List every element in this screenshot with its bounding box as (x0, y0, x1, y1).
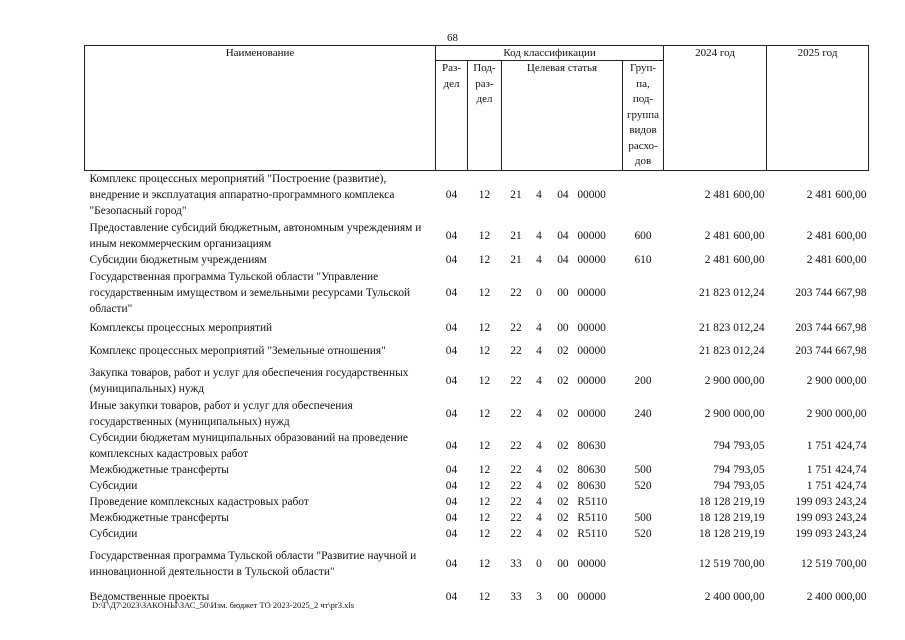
target-article-part: 4 (536, 464, 542, 476)
row-amount-2024: 18 128 219,19 (699, 512, 765, 524)
row-name: Государственная программа Тульской области "Развитие научной и инновационной деятельности в Тульской области" (89, 550, 417, 578)
row-target-article (502, 430, 623, 462)
row-target-article (502, 170, 623, 220)
row-name: Межбюджетные трансферты (89, 464, 229, 476)
target-article-part: 22 (510, 375, 522, 387)
row-name: Иные закупки товаров, работ и услуг для обеспечения государственных (муниципальных) нужд (89, 400, 353, 428)
row-razdel: 04 (445, 512, 458, 524)
target-article-part: 04 (557, 230, 569, 242)
row-name: Субсидии (89, 528, 138, 540)
row-podrazdel: 12 (478, 464, 491, 476)
target-article-part: 21 (510, 189, 522, 202)
row-target-article (502, 462, 623, 478)
row-expense-group: 610 (634, 254, 652, 266)
target-article-part: 00000 (577, 322, 606, 334)
row-podrazdel: 12 (478, 345, 491, 357)
target-article-part: 33 (510, 558, 522, 570)
target-article-part: 4 (536, 496, 542, 508)
row-razdel: 04 (445, 528, 458, 540)
table-header (85, 46, 869, 171)
target-article-part: 4 (536, 480, 542, 492)
row-expense-group: 240 (634, 408, 652, 420)
table-row (85, 268, 869, 318)
row-podrazdel: 12 (478, 496, 491, 508)
row-amount-2025: 1 751 424,74 (806, 440, 867, 452)
row-amount-2024: 2 481 600,00 (704, 254, 765, 266)
row-name: Государственная программа Тульской области "Управление государственным имуществом и земельными ресурсами Тульской области" (89, 271, 411, 315)
target-article-part: 0 (536, 287, 542, 299)
row-amount-2024: 21 823 012,24 (699, 345, 765, 357)
row-podrazdel: 12 (478, 528, 491, 540)
row-name: Закупка товаров, работ и услуг для обеспечения государственных (муниципальных) нужд (89, 367, 409, 395)
row-amount-2025: 2 481 600,00 (806, 230, 867, 242)
row-podrazdel: 12 (478, 230, 491, 242)
table-row (85, 510, 869, 526)
row-amount-2025: 2 900 000,00 (806, 408, 867, 420)
header-code-group: Код классификации (436, 46, 664, 61)
row-razdel: 04 (445, 496, 458, 508)
target-article-part: 3 (536, 591, 542, 603)
target-article-part: 21 (510, 254, 522, 266)
header-name: Наименование (85, 46, 436, 171)
row-expense-group (623, 586, 664, 608)
row-amount-2025: 203 744 667,98 (795, 345, 867, 357)
row-expense-group (623, 170, 664, 220)
row-razdel: 04 (445, 375, 458, 387)
target-article-part: 22 (510, 345, 522, 357)
row-amount-2024: 18 128 219,19 (699, 528, 765, 540)
target-article-part: 4 (536, 345, 542, 357)
row-amount-2024: 2 481 600,00 (704, 189, 765, 202)
row-amount-2025: 203 744 667,98 (795, 287, 867, 299)
row-expense-group (623, 430, 664, 462)
header-target-article: Целевая статья (502, 61, 623, 171)
row-target-article (502, 494, 623, 510)
header-year-2025: 2025 год (767, 46, 869, 171)
row-name: Ведомственные проекты (89, 591, 210, 603)
target-article-part: 0 (536, 558, 542, 570)
row-name: Комплекс процессных мероприятий "Построение (развитие), внедрение и эксплуатация аппаратно-программного комплекса "Безопасный город" (89, 173, 395, 218)
row-expense-group (623, 494, 664, 510)
table-row (85, 318, 869, 338)
target-article-part: 02 (557, 375, 569, 387)
header-year-2024: 2024 год (664, 46, 767, 171)
target-article-part: 4 (536, 254, 542, 266)
target-article-part: 4 (536, 408, 542, 420)
row-amount-2025: 199 093 243,24 (795, 528, 867, 540)
target-article-part: 00000 (577, 230, 606, 242)
target-article-part: 80630 (577, 440, 606, 452)
table-row (85, 526, 869, 542)
row-podrazdel: 12 (478, 440, 491, 452)
table-row (85, 220, 869, 252)
row-target-article (502, 510, 623, 526)
target-article-part: 33 (510, 591, 522, 603)
target-article-part: 04 (557, 254, 569, 266)
target-article-part: 00 (557, 591, 569, 603)
row-podrazdel: 12 (478, 558, 491, 570)
target-article-part: 22 (510, 464, 522, 476)
row-expense-group: 500 (634, 464, 652, 476)
row-razdel: 04 (445, 189, 458, 202)
row-amount-2024: 21 823 012,24 (699, 287, 765, 299)
row-amount-2024: 2 900 000,00 (704, 375, 765, 387)
target-article-part: R5110 (577, 496, 608, 508)
row-expense-group: 200 (634, 375, 652, 387)
table-row (85, 478, 869, 494)
target-article-part: 02 (557, 480, 569, 492)
row-podrazdel: 12 (478, 408, 491, 420)
target-article-part: 4 (536, 440, 542, 452)
target-article-part: 02 (557, 345, 569, 357)
target-article-part: 22 (510, 496, 522, 508)
row-amount-2024: 12 519 700,00 (699, 558, 765, 570)
table-row (85, 542, 869, 586)
target-article-part: 22 (510, 408, 522, 420)
row-name: Комплекс процессных мероприятий "Земельные отношения" (89, 345, 386, 357)
row-target-article (502, 318, 623, 338)
row-razdel: 04 (445, 230, 458, 242)
target-article-part: 4 (536, 230, 542, 242)
row-expense-group: 520 (634, 480, 652, 492)
row-podrazdel: 12 (478, 254, 491, 266)
target-article-part: 22 (510, 322, 522, 334)
row-expense-group (623, 338, 664, 364)
row-target-article (502, 478, 623, 494)
row-amount-2025: 12 519 700,00 (801, 558, 867, 570)
row-amount-2025: 203 744 667,98 (795, 322, 867, 334)
row-name: Межбюджетные трансферты (89, 512, 229, 524)
row-target-article (502, 586, 623, 608)
table-body (85, 170, 869, 608)
row-target-article (502, 268, 623, 318)
table-row (85, 430, 869, 462)
row-razdel: 04 (445, 480, 458, 492)
row-amount-2025: 199 093 243,24 (795, 496, 867, 508)
row-podrazdel: 12 (478, 512, 491, 524)
row-amount-2025: 2 481 600,00 (806, 254, 867, 266)
row-name: Проведение комплексных кадастровых работ (89, 496, 309, 508)
row-razdel: 04 (445, 464, 458, 476)
row-target-article (502, 364, 623, 398)
row-amount-2025: 2 900 000,00 (806, 375, 867, 387)
table-row (85, 494, 869, 510)
row-amount-2025: 199 093 243,24 (795, 512, 867, 524)
target-article-part: 22 (510, 528, 522, 540)
target-article-part: 00 (557, 287, 569, 299)
row-name: Субсидии (89, 480, 138, 492)
row-name: Субсидии бюджетам муниципальных образований на проведение комплексных кадастровых работ (89, 432, 408, 460)
row-name: Субсидии бюджетным учреждениям (89, 254, 267, 266)
target-article-part: 4 (536, 375, 542, 387)
row-razdel: 04 (445, 591, 458, 603)
target-article-part: 02 (557, 408, 569, 420)
row-expense-group (623, 318, 664, 338)
file-path-footer: D:\Г\Д7\2023\ЗАКОНЫ\ЗАС_50\Изм. бюджет ТО 2023-2025_2 чт\pr3.xls (92, 600, 355, 610)
table-row (85, 252, 869, 268)
table-row (85, 170, 869, 220)
header-expense-group: Груп- па, под- группа видов расхо- дов (623, 61, 664, 171)
row-podrazdel: 12 (478, 189, 491, 202)
row-expense-group: 520 (634, 528, 652, 540)
row-amount-2025: 2 481 600,00 (806, 189, 867, 202)
row-target-article (502, 398, 623, 430)
header-razdel: Раз- дел (436, 61, 468, 171)
target-article-part: 4 (536, 322, 542, 334)
target-article-part: 00000 (577, 254, 606, 266)
table-row (85, 462, 869, 478)
target-article-part: 22 (510, 440, 522, 452)
row-amount-2025: 2 400 000,00 (806, 591, 867, 603)
row-expense-group: 500 (634, 512, 652, 524)
row-target-article (502, 526, 623, 542)
target-article-part: 02 (557, 464, 569, 476)
target-article-part: 04 (557, 189, 569, 202)
target-article-part: 00 (557, 322, 569, 334)
row-expense-group (623, 268, 664, 318)
header-podrazdel: Под- раз- дел (468, 61, 502, 171)
row-podrazdel: 12 (478, 480, 491, 492)
table-row (85, 338, 869, 364)
target-article-part: 02 (557, 440, 569, 452)
row-razdel: 04 (445, 558, 458, 570)
row-razdel: 04 (445, 408, 458, 420)
target-article-part: 00000 (577, 375, 606, 387)
target-article-part: 80630 (577, 480, 606, 492)
row-amount-2024: 2 400 000,00 (704, 591, 765, 603)
row-target-article (502, 220, 623, 252)
target-article-part: 00000 (577, 345, 606, 357)
row-podrazdel: 12 (478, 375, 491, 387)
row-razdel: 04 (445, 254, 458, 266)
row-name: Комплексы процессных мероприятий (89, 322, 273, 334)
row-podrazdel: 12 (478, 287, 491, 299)
target-article-part: 00 (557, 558, 569, 570)
row-name: Предоставление субсидий бюджетным, автономным учреждениям и иным некоммерческим организациям (89, 222, 422, 250)
target-article-part: 02 (557, 512, 569, 524)
budget-table (84, 45, 869, 608)
row-podrazdel: 12 (478, 591, 491, 603)
target-article-part: 4 (536, 189, 542, 202)
row-amount-2025: 1 751 424,74 (806, 480, 867, 492)
target-article-part: 00000 (577, 189, 606, 202)
row-amount-2024: 2 481 600,00 (704, 230, 765, 242)
target-article-part: 4 (536, 512, 542, 524)
row-amount-2024: 21 823 012,24 (699, 322, 765, 334)
target-article-part: 02 (557, 528, 569, 540)
row-razdel: 04 (445, 440, 458, 452)
row-target-article (502, 252, 623, 268)
table-row (85, 398, 869, 430)
page-number: 68 (447, 32, 458, 44)
row-expense-group: 600 (634, 230, 652, 242)
target-article-part: 22 (510, 512, 522, 524)
row-amount-2024: 18 128 219,19 (699, 496, 765, 508)
row-amount-2024: 794 793,05 (713, 464, 765, 476)
row-podrazdel: 12 (478, 322, 491, 334)
row-amount-2024: 794 793,05 (713, 480, 765, 492)
target-article-part: 00000 (577, 408, 606, 420)
target-article-part: 80630 (577, 464, 606, 476)
target-article-part: 00000 (577, 287, 606, 299)
target-article-part: R5110 (577, 512, 608, 524)
row-target-article (502, 542, 623, 586)
target-article-part: 21 (510, 230, 522, 242)
target-article-part: 02 (557, 496, 569, 508)
target-article-part: 22 (510, 480, 522, 492)
target-article-part: R5110 (577, 528, 608, 540)
row-amount-2025: 1 751 424,74 (806, 464, 867, 476)
target-article-part: 22 (510, 287, 522, 299)
row-razdel: 04 (445, 345, 458, 357)
row-razdel: 04 (445, 287, 458, 299)
row-expense-group (623, 542, 664, 586)
row-amount-2024: 794 793,05 (713, 440, 765, 452)
row-amount-2024: 2 900 000,00 (704, 408, 765, 420)
target-article-part: 4 (536, 528, 542, 540)
table-row (85, 364, 869, 398)
target-article-part: 00000 (577, 558, 606, 570)
target-article-part: 00000 (577, 591, 606, 603)
row-razdel: 04 (445, 322, 458, 334)
row-target-article (502, 338, 623, 364)
